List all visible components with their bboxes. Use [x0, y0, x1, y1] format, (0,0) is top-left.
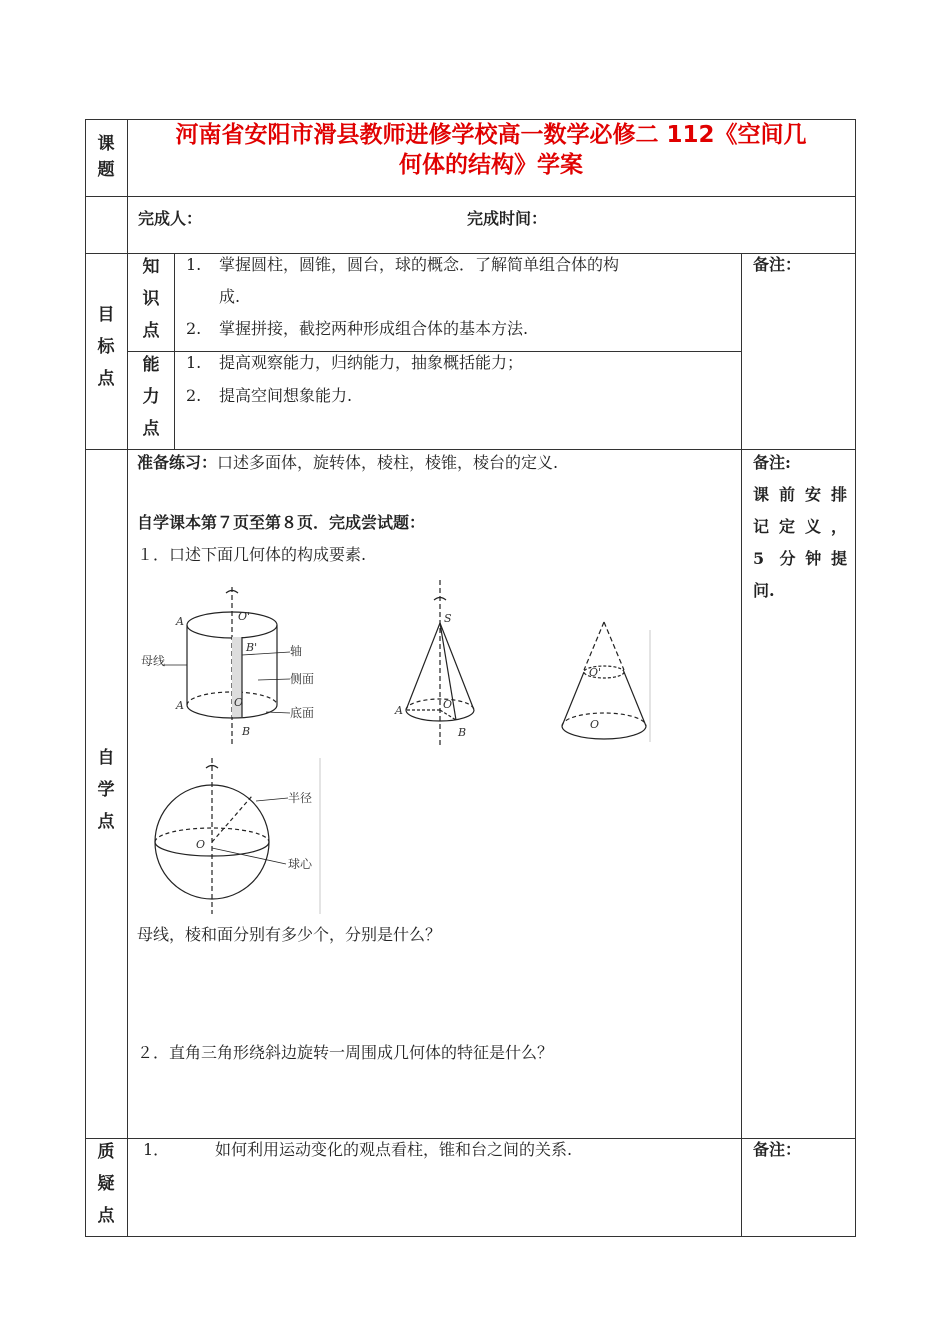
note-line: 记定义， [753, 517, 847, 536]
cone-figure [392, 578, 492, 750]
fig-label: A [176, 699, 184, 712]
sphere-figure [148, 756, 328, 916]
note-line: 问. [753, 581, 775, 600]
fig-label: 轴 [290, 644, 303, 658]
question-2: ２．直角三角形绕斜边旋转一周围成几何体的特征是什么？ [137, 1043, 554, 1062]
note-line: 备注: [753, 453, 791, 472]
list-number: 1. [186, 255, 202, 274]
fig-label: O [590, 718, 600, 731]
fig-label: O [234, 696, 244, 709]
prep-label: 准备练习： [137, 453, 218, 472]
author-label: 完成人： [138, 209, 203, 228]
fig-label: A [395, 704, 403, 717]
note-line: 5 分钟提 [753, 549, 847, 568]
self-study-task: 自学课本第７页至第８页．完成尝试题： [137, 513, 426, 532]
list-item: 掌握圆柱，圆锥，圆台，球的概念．了解简单组合体的构 [219, 255, 620, 274]
list-item-continued: 成. [219, 287, 241, 306]
row-label-question: 质疑点 [97, 1142, 115, 1226]
fig-label: O' [589, 666, 602, 679]
list-number: 2. [186, 386, 202, 405]
row-label-self-study: 自学点 [97, 748, 115, 832]
row-label-topic: 课题 [97, 134, 115, 180]
question-text: 如何利用运动变化的观点看柱，锥和台之间的关系. [215, 1140, 573, 1159]
fig-label: B [242, 725, 251, 738]
question-1: １．口述下面几何体的构成要素. [137, 545, 367, 564]
page-title [130, 120, 852, 180]
time-label: 完成时间： [467, 209, 548, 228]
question-note: 备注： [753, 1140, 802, 1159]
fig-label: O [196, 838, 206, 851]
list-item: 提高空间想象能力. [219, 386, 353, 405]
list-number: 1. [186, 353, 202, 372]
sub-label-knowledge: 知识点 [142, 257, 160, 341]
fig-label: 半径 [288, 791, 313, 805]
list-item: 掌握拼接，截挖两种形成组合体的基本方法. [219, 319, 529, 338]
frustum-figure [556, 618, 656, 748]
fig-label: B' [246, 641, 258, 654]
fig-label: A [176, 615, 184, 628]
fig-label: 侧面 [290, 672, 315, 686]
prep-text: 口述多面体，旋转体，棱柱，棱锥，棱台的定义. [217, 453, 559, 472]
question-1-follow: 母线，棱和面分别有多少个，分别是什么？ [137, 925, 442, 944]
list-number: 2. [186, 319, 202, 338]
note-line: 课前安排 [753, 485, 847, 504]
title-line-2: 何体的结构》学案 [399, 152, 583, 178]
fig-label: 母线 [141, 654, 166, 668]
cylinder-figure [138, 585, 328, 747]
goal-note: 备注： [753, 255, 802, 274]
title-line-1: 河南省安阳市滑县教师进修学校高一数学必修二 112《空间几 [175, 122, 807, 148]
fig-label: 底面 [290, 706, 315, 720]
prep-exercise [137, 447, 558, 479]
sub-label-ability: 能力点 [142, 355, 160, 439]
self-study-note [753, 447, 847, 607]
question-number: 1． [143, 1140, 170, 1159]
fig-label: S [444, 612, 452, 625]
fig-label: 球心 [288, 857, 313, 871]
row-label-goal: 目标点 [97, 305, 115, 389]
fig-label: O [443, 698, 453, 711]
list-item: 提高观察能力，归纳能力，抽象概括能力； [219, 353, 524, 372]
fig-label: O' [238, 610, 251, 623]
fig-label: B [458, 726, 467, 739]
